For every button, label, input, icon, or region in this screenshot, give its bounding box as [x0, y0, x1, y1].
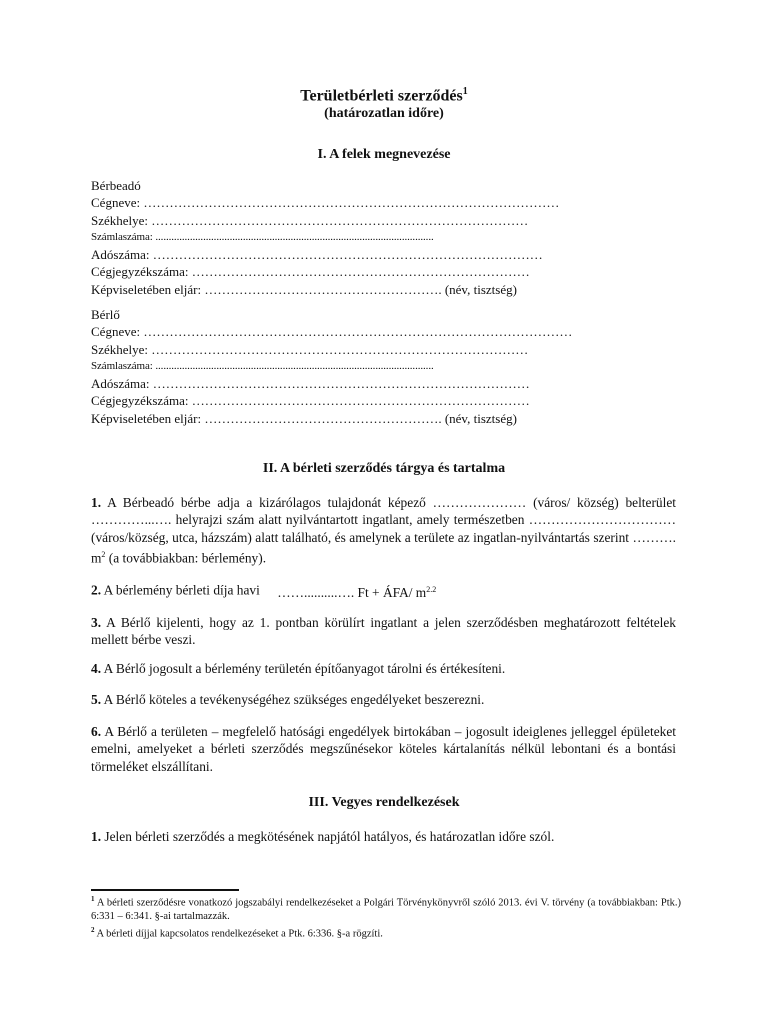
footnote-divider	[91, 889, 239, 891]
point-number: 1.	[91, 829, 102, 844]
point-text: A Bérlő jogosult a bérlemény területén építőanyagot tárolni és értékesíteni.	[103, 661, 506, 676]
footnote-2-number: 2	[91, 925, 95, 934]
point-text: A Bérlő kijelenti, hogy az 1. pontban körülírt ingatlant a jelen szerződésben meghatározott feltételek mellett bérbe veszi.	[91, 615, 677, 648]
footnote-1-text: A bérleti szerződésre vonatkozó jogszabályi rendelkezéseket a Polgári Törvénykönyvről szóló 2013. évi V. törvény (a továbbiakban: Ptk.) 6:331 – 6:341. §-ai tartalmazzák.	[91, 897, 681, 923]
lessor-seat: Székhelye: ……………………………………………………………………………	[91, 212, 529, 228]
superscript: 2	[101, 550, 106, 560]
superscript: 2.2	[426, 585, 437, 594]
footnote-2-text: A bérleti díjjal kapcsolatos rendelkezéseket a Ptk. 6:336. §-a rögzíti.	[94, 928, 383, 940]
title-text: Területbérleti szerződés	[300, 87, 463, 105]
point-number: 4.	[91, 661, 102, 676]
point-text: Jelen bérleti szerződés a megkötésének napjától hatályos, és határozatlan időre szól.	[104, 829, 555, 844]
lessor-company-name: Cégneve: ……………………………………………………………………………………	[91, 195, 560, 211]
section-2-point-1	[91, 494, 676, 567]
lessee-company-name: Cégneve: ………………………………………………………………………………………	[91, 324, 573, 340]
lessee-registry-number: Cégjegyzékszáma: ……………………………………………………………………	[91, 393, 530, 409]
point-text: A Bérlő köteles a tevékenységéhez szükséges engedélyeket beszerezni.	[103, 692, 485, 707]
footnotes	[91, 893, 681, 941]
lessor-registry-number: Cégjegyzékszáma: ……………………………………………………………………	[91, 264, 530, 280]
section-2-point-3	[91, 614, 676, 649]
lessee-account-number: Számlaszáma: .........................................................................................................	[91, 359, 434, 372]
lessee-representative: Képviseletében eljár: ………………………………………………. (név, tisztség)	[91, 410, 517, 426]
footnote-1	[91, 893, 681, 924]
section-2-point-5	[91, 691, 676, 708]
section-2-point-2	[91, 578, 676, 599]
section-1-heading: I. A felek megnevezése	[317, 147, 451, 162]
point-text: A bérlemény bérleti díja havi	[103, 582, 260, 598]
section-3-heading: III. Vegyes rendelkezések	[308, 795, 460, 810]
rent-value: ……..........…. Ft + ÁFA/ m	[277, 585, 427, 601]
section-2-point-6	[91, 723, 676, 775]
lessee-block	[91, 306, 681, 427]
section-3-point-1	[91, 828, 676, 845]
section-2-heading: II. A bérleti szerződés tárgya és tartalma	[262, 461, 506, 476]
lessee-seat: Székhelye: ……………………………………………………………………………	[91, 341, 529, 357]
footnote-2	[91, 924, 681, 941]
lessor-label: Bérbeadó	[91, 178, 141, 193]
lessor-account-number: Számlaszáma: .........................................................................................................	[91, 230, 434, 243]
lessee-label: Bérlő	[91, 307, 120, 322]
point-number: 6.	[91, 724, 102, 739]
section-2-point-4	[91, 660, 676, 677]
title-footnote-ref: 1	[462, 86, 468, 97]
point-number: 2.	[91, 582, 102, 598]
footnote-1-number: 1	[91, 895, 95, 903]
lessor-representative: Képviseletében eljár: ………………………………………………. (név, tisztség)	[91, 281, 517, 297]
lessor-block	[91, 177, 681, 298]
point-text: A Bérbeadó bérbe adja a kizárólagos tulajdonát képező ………………… (város/ község) belterület …………...…. helyrajzi szám alatt nyilvántartott ingatlant, amely természetben …………………………… (város/község, utca, házszám) alatt található, és amelynek a területe az ingatlan-nyilvántartás szerint ………. m	[91, 495, 677, 566]
document-subtitle: (határozatlan időre)	[324, 106, 444, 121]
point-number: 1.	[91, 495, 102, 510]
point-text: A Bérlő a területen – megfelelő hatósági engedélyek birtokában – jogosult ideiglenes jelleggel épületeket emelni, amelyeket a bérleti szerződés megszűnésekor köteles kártalanítás nélkül lebontani és a bontási törmeléket elszállítani.	[91, 724, 677, 774]
point-number: 5.	[91, 692, 102, 707]
document-title	[0, 86, 768, 105]
lessee-tax-number: Adószáma: ……………………………………………………………………………	[91, 376, 530, 392]
point-number: 3.	[91, 615, 102, 630]
point-text-end: (a továbbiakban: bérlemény).	[105, 550, 267, 566]
lessor-tax-number: Adószáma: ………………………………………………………………………………	[91, 247, 543, 263]
